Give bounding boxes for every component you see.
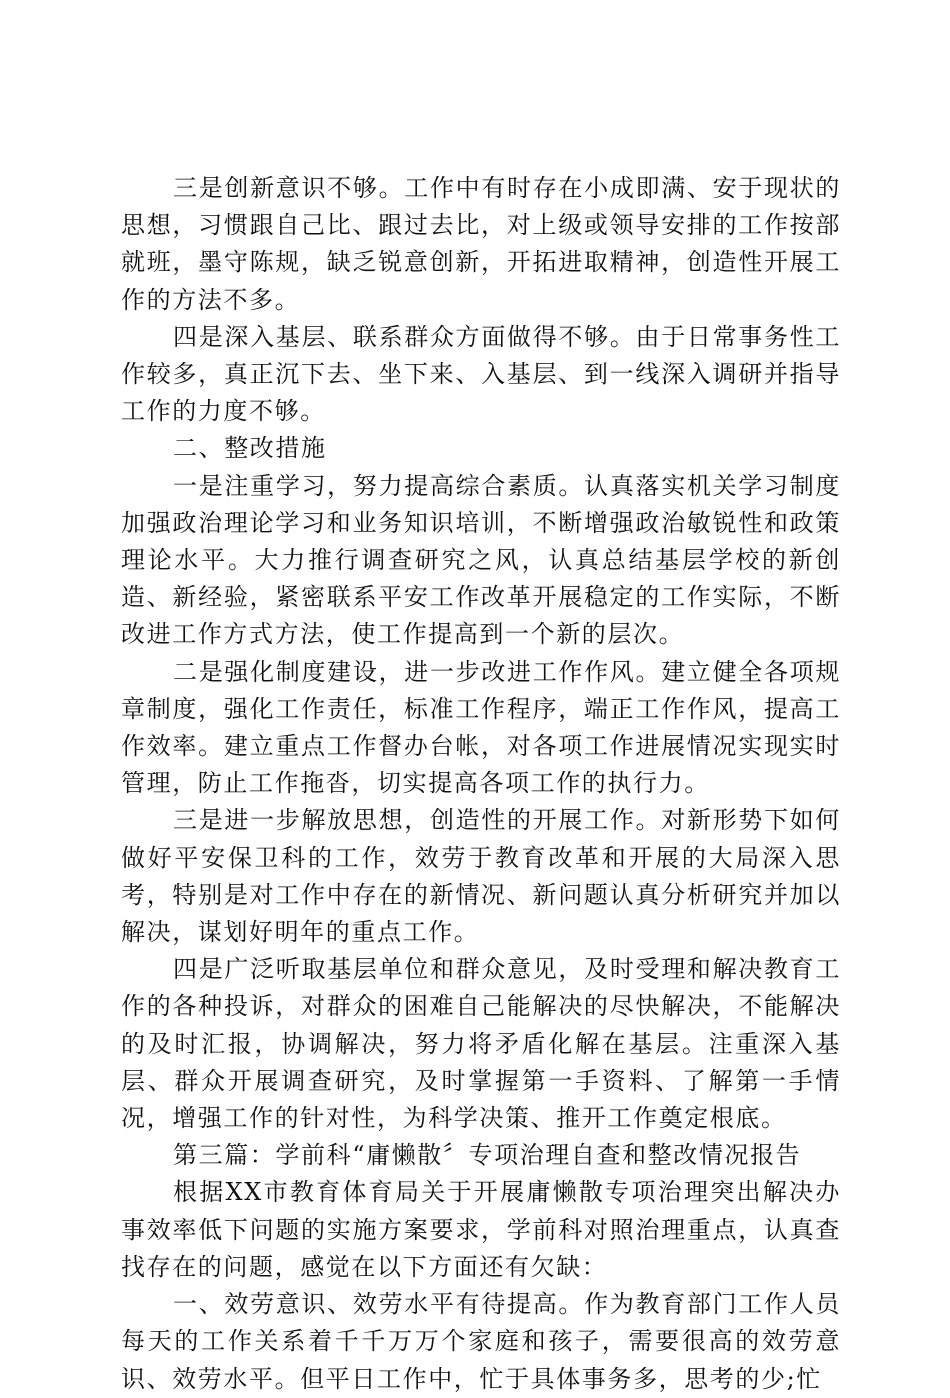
paragraph-system-building: 二是强化制度建设，进一步改进工作作风。建立健全各项规章制度，强化工作责任，标准工作程序，端正工作作风，提高工作效率。建立重点工作督办台帐，对各项工作进展情况实现实时管理，防止工作拖沓，切实提高各项工作的执行力。 xyxy=(121,657,841,798)
section-heading-rectification: 二、整改措施 xyxy=(173,434,327,463)
paragraph-study-quality: 一是注重学习，努力提高综合素质。认真落实机关学习制度加强政治理论学习和业务知识培训，不断增强政治敏锐性和政策理论水平。大力推行调查研究之风，认真总结基层学校的新创造、新经验，紧密联系平安工作改革开展稳定的工作实际，不断改进工作方式方法，使工作提高到一个新的层次。 xyxy=(121,471,841,649)
paragraph-service-awareness: 一、效劳意识、效劳水平有待提高。作为教育部门工作人员每天的工作关系着千千万万个家庭和孩子，需要很高的效劳意识、效劳水平。但平日工作中，忙于具体事务多，思考的少;忙 xyxy=(121,1290,841,1393)
chapter-title-third: 第三篇：学前科“庸懒散〞专项治理自查和整改情况报告 xyxy=(173,1141,802,1170)
document-body xyxy=(121,170,841,1398)
paragraph-grassroots-contact: 四是深入基层、联系群众方面做得不够。由于日常事务性工作较多，真正沉下去、坐下来、入基层、到一线深入调研并指导工作的力度不够。 xyxy=(121,322,841,426)
paragraph-listen-opinions: 四是广泛听取基层单位和群众意见，及时受理和解决教育工作的各种投诉，对群众的困难自己能解决的尽快解决，不能解决的及时汇报，协调解决，努力将矛盾化解在基层。注重深入基层、群众开展调查研究，及时掌握第一手资料、了解第一手情况，增强工作的针对性，为科学决策、推开工作奠定根底。 xyxy=(121,955,841,1133)
paragraph-according-to: 根据XX市教育体育局关于开展庸懒散专项治理突出解决办事效率低下问题的实施方案要求，学前科对照治理重点，认真查找存在的问题，感觉在以下方面还有欠缺： xyxy=(121,1178,841,1281)
paragraph-innovation-awareness: 三是创新意识不够。工作中有时存在小成即满、安于现状的思想，习惯跟自己比、跟过去比，对上级或领导安排的工作按部就班，墨守陈规，缺乏锐意创新，开拓进取精神，创造性开展工作的方法不多。 xyxy=(121,174,841,314)
paragraph-emancipate-thinking: 三是进一步解放思想，创造性的开展工作。对新形势下如何做好平安保卫科的工作，效劳于教育改革和开展的大局深入思考，特别是对工作中存在的新情况、新问题认真分析研究并加以解决，谋划好明年的重点工作。 xyxy=(121,806,841,947)
